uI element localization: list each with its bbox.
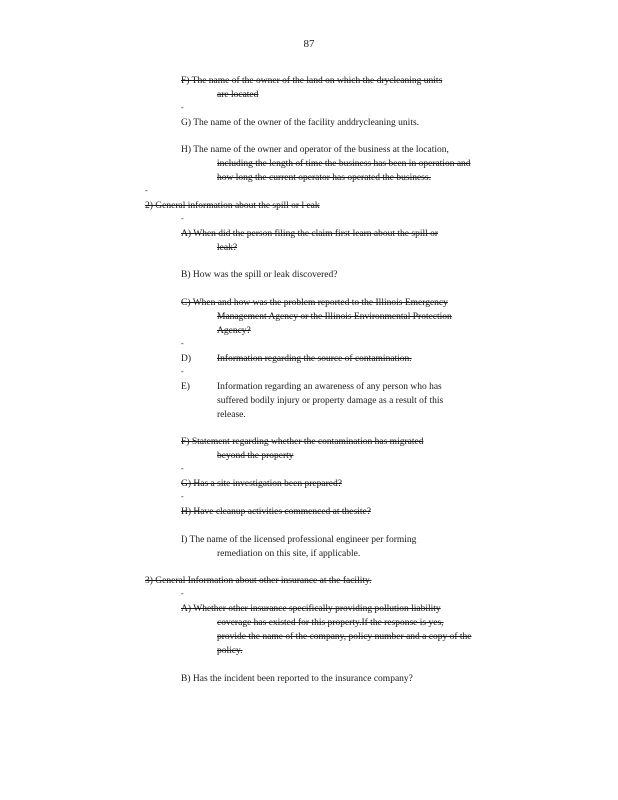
item-e2-line-1 — [181, 381, 442, 393]
item-e2-line-2: suffered bodily injury or property damage as a result of this — [217, 396, 444, 406]
item-d2-label: D) — [181, 354, 192, 364]
item-b2-line-1: B) How was the spill or leak discovered? — [181, 270, 338, 280]
item-b3-line-1: B) Has the incident been reported to the insurance company? — [181, 674, 413, 684]
page-number: 87 — [303, 38, 315, 50]
item-a3-line-4: policy. — [217, 646, 243, 656]
item-f2-line-2: beyond the property — [217, 451, 294, 461]
item-a3-line-3: provide the name of the company, policy number and a copy of the — [217, 632, 472, 642]
item-h-line-3: how long the current operator has operated the business. — [217, 173, 431, 183]
bullet-marker: - — [181, 103, 184, 112]
item-a2-line-2: leak? — [217, 243, 238, 253]
section-3-heading: 3) General Information about other insurance at the facility. — [145, 576, 372, 586]
item-a3-line-2: coverage has existed for this property.If the response is yes, — [217, 618, 444, 628]
item-e2-label: E) — [181, 382, 190, 392]
item-h-line-1: H) The name of the owner and operator of the business at the location, — [181, 145, 449, 155]
bullet-marker: - — [181, 589, 184, 598]
item-c2-line-1: C) When and how was the problem reported to the Illinois Emergency — [181, 298, 448, 308]
item-c2-line-2: Management Agency or the Illinois Environmental Protection — [217, 312, 452, 322]
bullet-marker: - — [181, 464, 184, 473]
item-g2-line-1: G) Has a site investigation been prepared? — [181, 479, 342, 489]
item-e2-text: Information regarding an awareness of any person who has — [217, 382, 442, 392]
item-i2-line-1: I) The name of the licensed professional engineer per forming — [181, 535, 417, 545]
item-h-line-2: including the length of time the business has been in operation and — [217, 159, 471, 169]
item-i2-line-2: remediation on this site, if applicable. — [217, 549, 361, 559]
item-a2-line-1: A) When did the person filing the claim first learn about the spill or — [181, 229, 439, 239]
item-d2-text: Information regarding the source of contamination. — [217, 354, 412, 364]
item-g-line-1: G) The name of the owner of the facility anddrycleaning units. — [181, 118, 420, 128]
bullet-marker: - — [181, 367, 184, 376]
item-f-line-1: F) The name of the owner of the land on which the drycleaning units — [181, 76, 443, 86]
item-c2-line-3: Agency? — [217, 326, 251, 336]
bullet-marker: - — [181, 214, 184, 223]
item-f2-line-1: F) Statement regarding whether the contamination has migrated — [181, 437, 424, 447]
bullet-marker: - — [181, 492, 184, 501]
bullet-marker: - — [145, 186, 148, 195]
item-f-line-2: are located — [217, 90, 259, 100]
item-a3-line-1: A) Whether other insurance specifically providing pollution liability — [181, 604, 441, 614]
item-d2-line-1 — [181, 353, 465, 365]
bullet-marker: - — [181, 339, 184, 348]
item-h2-line-1: H) Have cleanup activities commenced at thesite? — [181, 507, 371, 517]
item-e2-line-3: release. — [217, 410, 246, 420]
section-2-heading: 2) General information about the spill or l eak — [145, 201, 320, 211]
